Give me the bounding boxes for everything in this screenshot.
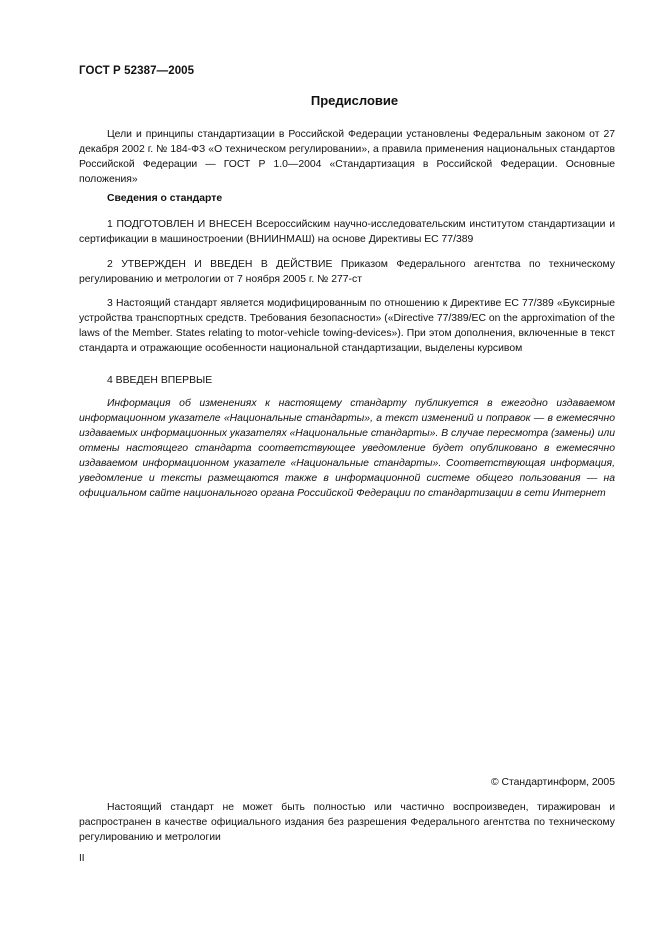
rights-notice-paragraph	[79, 800, 615, 845]
page-number: II	[79, 853, 85, 864]
preface-intro-text: Цели и принципы стандартизации в Российской Федерации установлены Федеральным законом от 27 декабря 2002 г. № 184-ФЗ «О техническом регулировании», а правила применения национальных стандартов Российской Федерации — ГОСТ Р 1.0—2004 «Стандартизация в Российской Федерации. Основные положения»	[79, 129, 615, 185]
changes-notice-text: Информация об изменениях к настоящему стандарту публикуется в ежегодно издаваемом информационном указателе «Национальные стандарты», а текст изменений и поправок — в ежемесячно издаваемых информационных указателях «Национальные стандарты». В случае пересмотра (замены) или отмены настоящего стандарта соответствующее уведомление будет опубликовано в ежемесячно издаваемом информационном указателе «Национальные стандарты». Соответствующая информация, уведомление и тексты размещаются также в информационной системе общего пользования — на официальном сайте национального органа Российской Федерации по стандартизации в сети Интернет	[79, 398, 615, 499]
info-item-4	[79, 373, 615, 388]
preface-intro-paragraph	[79, 127, 615, 187]
changes-notice-paragraph	[79, 396, 615, 501]
info-item-1	[79, 217, 615, 247]
standard-info-heading: Сведения о стандарте	[107, 193, 223, 204]
info-item-2	[79, 257, 615, 287]
info-item-1-text: 1 ПОДГОТОВЛЕН И ВНЕСЕН Всероссийским научно-исследовательским институтом стандартизации и сертификации в машиностроении (ВНИИНМАШ) на основе Директивы ЕС 77/389	[79, 219, 615, 245]
document-code-header: ГОСТ Р 52387—2005	[79, 65, 195, 77]
info-item-2-text: 2 УТВЕРЖДЕН И ВВЕДЕН В ДЕЙСТВИЕ Приказом Федерального агентства по техническому регулированию и метрологии от 7 ноября 2005 г. № 277-ст	[79, 259, 615, 285]
info-item-4-text: 4 ВВЕДЕН ВПЕРВЫЕ	[107, 375, 213, 386]
copyright-line: © Стандартинформ, 2005	[490, 777, 615, 788]
info-item-3-text: 3 Настоящий стандарт является модифицированным по отношению к Директиве ЕС 77/389 «Буксирные устройства транспортных средств. Требования безопасности» («Directive 77/389/EC on the approximation of the laws of the Member. States relating to motor-vehicle towing-devices»). При этом дополнения, включенные в текст стандарта и отражающие особенности национальной стандартизации, выделены курсивом	[79, 298, 615, 354]
info-item-3	[79, 296, 615, 356]
preface-title: Предисловие	[310, 93, 399, 108]
rights-notice-text: Настоящий стандарт не может быть полностью или частично воспроизведен, тиражирован и распространен в качестве официального издания без разрешения Федерального агентства по техническому регулированию и метрологии	[79, 802, 615, 843]
